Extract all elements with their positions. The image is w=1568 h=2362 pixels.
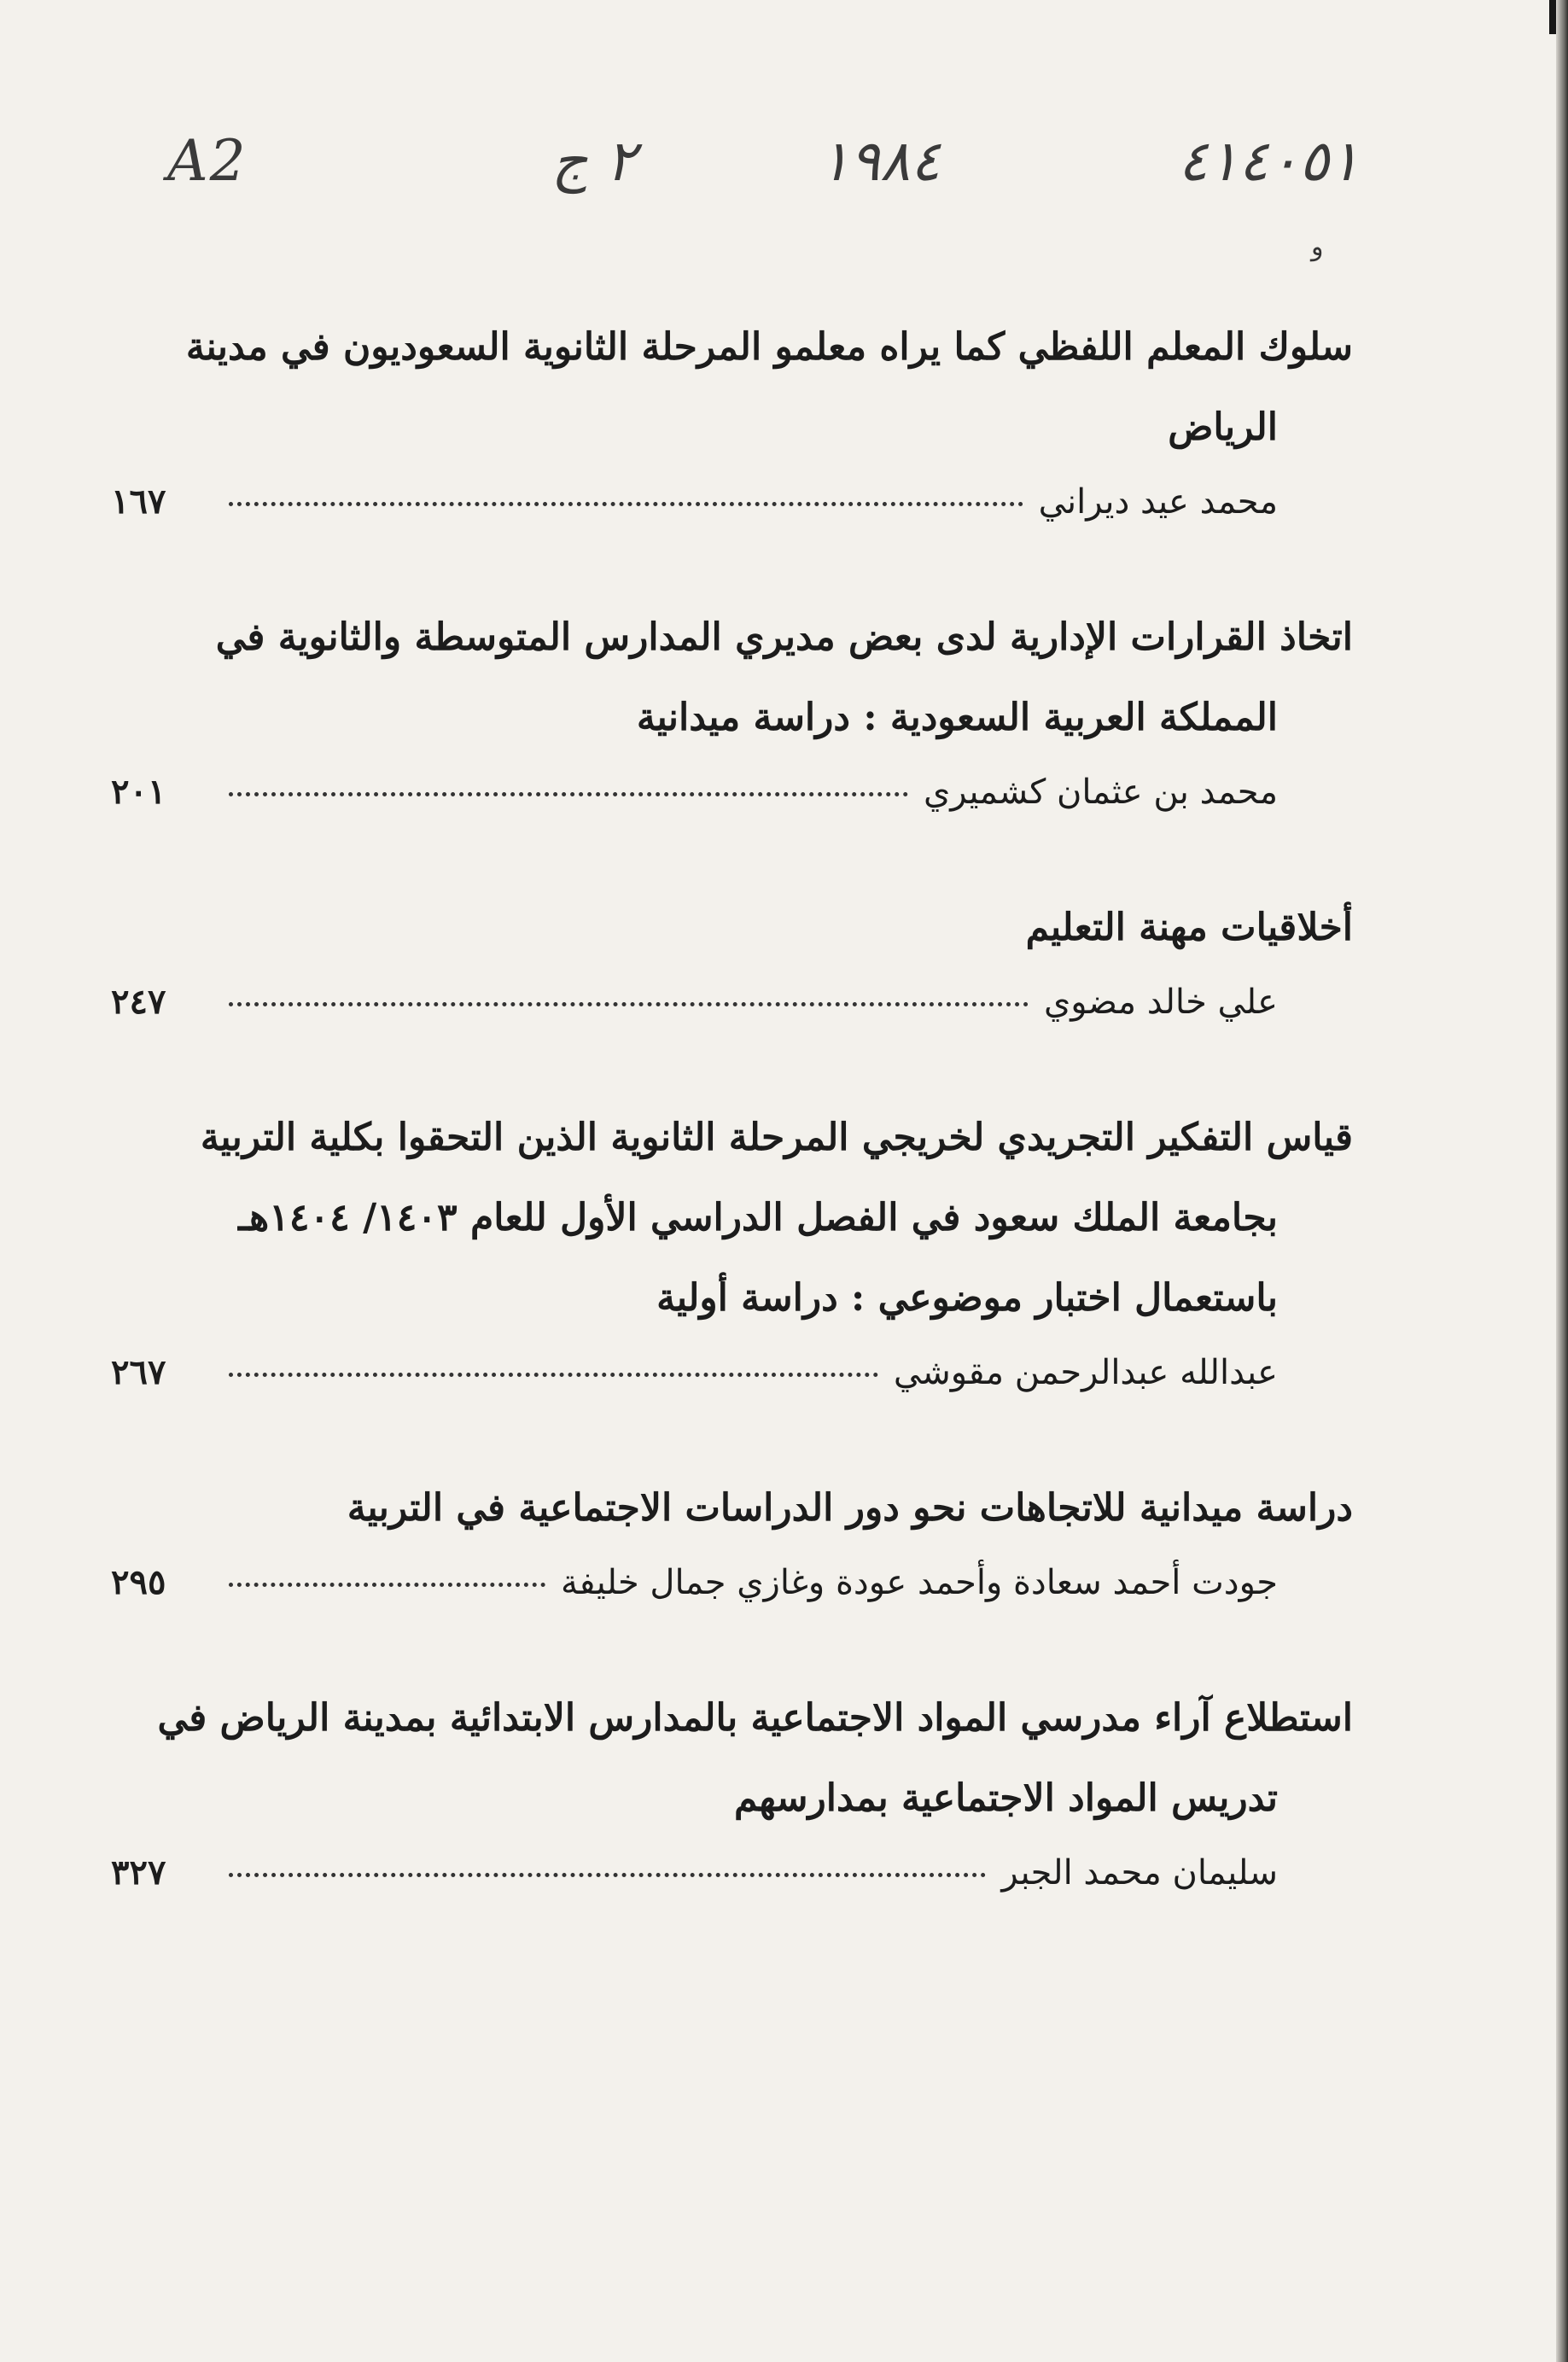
entry-title xyxy=(111,888,1353,968)
title-line: دراسة ميدانية للاتجاهات نحو دور الدراسات الاجتماعية في التربية xyxy=(347,1486,1353,1530)
author-line xyxy=(111,468,1353,536)
entry-page-number: ٢٤٧ xyxy=(111,982,166,1022)
entry-author: سليمان محمد الجبر xyxy=(1001,1853,1278,1893)
entry-page-number: ٣٢٧ xyxy=(111,1852,166,1893)
page-letter: و xyxy=(1311,232,1324,262)
entry-author: عبدالله عبدالرحمن مقوشي xyxy=(893,1353,1278,1392)
dot-leader xyxy=(229,792,908,796)
entry-author: محمد عيد ديراني xyxy=(1038,482,1278,522)
toc-entry xyxy=(111,1098,1353,1407)
handwritten-year: ١٩٨٤ xyxy=(819,128,941,194)
handwritten-call-mark: A2 xyxy=(167,128,248,194)
author-line xyxy=(111,1548,1353,1617)
title-line: الرياض xyxy=(1168,405,1278,449)
dot-leader xyxy=(229,1373,878,1377)
toc-entry xyxy=(111,1468,1353,1617)
handwritten-part: ٢ ج xyxy=(551,128,637,194)
title-line: اتخاذ القرارات الإدارية لدى بعض مديري المدارس المتوسطة والثانوية في xyxy=(215,615,1353,659)
title-line: أخلاقيات مهنة التعليم xyxy=(1025,906,1353,949)
scan-page-edge xyxy=(1556,0,1568,2362)
dot-leader xyxy=(229,1583,545,1587)
entry-author: جودت أحمد سعادة وأحمد عودة وغازي جمال خليفة xyxy=(560,1563,1278,1602)
title-line: المملكة العربية السعودية : دراسة ميدانية xyxy=(636,696,1278,739)
entry-title xyxy=(111,598,1353,758)
title-line: بجامعة الملك سعود في الفصل الدراسي الأول للعام ١٤٠٣/ ١٤٠٤هـ xyxy=(238,1196,1278,1239)
entry-page-number: ٢٠١ xyxy=(111,772,166,812)
entry-page-number: ٢٩٥ xyxy=(111,1562,166,1602)
table-of-contents xyxy=(111,307,1353,1968)
author-line xyxy=(111,1338,1353,1407)
title-line: باستعمال اختبار موضوعي : دراسة أولية xyxy=(656,1276,1278,1320)
title-line: سلوك المعلم اللفظي كما يراه معلمو المرحلة الثانوية السعوديون في مدينة xyxy=(185,325,1353,369)
author-line xyxy=(111,968,1353,1036)
entry-author: علي خالد مضوي xyxy=(1043,983,1278,1022)
title-line: تدريس المواد الاجتماعية بمدارسهم xyxy=(734,1776,1278,1820)
dot-leader xyxy=(229,1002,1029,1006)
dot-leader xyxy=(229,1873,986,1877)
entry-page-number: ٢٦٧ xyxy=(111,1352,166,1392)
toc-entry xyxy=(111,598,1353,826)
handwritten-number: ٤١٤٠٥١ xyxy=(1178,128,1360,194)
entry-page-number: ١٦٧ xyxy=(111,481,166,522)
title-line: استطلاع آراء مدرسي المواد الاجتماعية بالمدارس الابتدائية بمدينة الرياض في xyxy=(157,1696,1353,1740)
author-line xyxy=(111,1839,1353,1907)
entry-title xyxy=(111,1098,1353,1338)
toc-entry xyxy=(111,888,1353,1036)
author-line xyxy=(111,758,1353,826)
entry-author: محمد بن عثمان كشميري xyxy=(923,773,1278,812)
dot-leader xyxy=(229,502,1023,506)
entry-title xyxy=(111,1678,1353,1839)
entry-title xyxy=(111,1468,1353,1548)
toc-entry xyxy=(111,307,1353,536)
toc-entry xyxy=(111,1678,1353,1907)
entry-title xyxy=(111,307,1353,468)
title-line: قياس التفكير التجريدي لخريجي المرحلة الثانوية الذين التحقوا بكلية التربية xyxy=(200,1116,1353,1159)
